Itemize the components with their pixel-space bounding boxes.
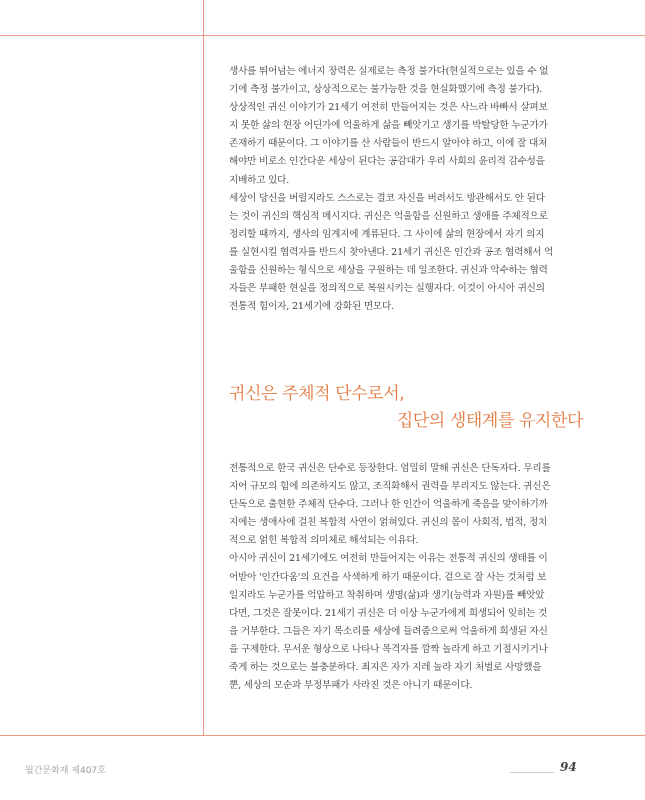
text-line: 존재하기 때문이다. 그 이야기를 산 사람들이 반드시 알아야 하고, 이에 잘 대처 bbox=[229, 138, 548, 150]
text-line: 해야만 비로소 인간다운 세상이 된다는 공감대가 우리 사회의 윤리적 감수성을 bbox=[229, 156, 545, 168]
text-line: 지에는 생애사에 걸친 복합적 사연이 얽혀있다. 귀신의 몸이 사회적, 법적, 정치 bbox=[229, 517, 548, 529]
heading-line-2: 집단의 생태계를 유지한다 bbox=[396, 411, 583, 431]
text-line: 지 못한 삶의 현장 어딘가에 억울하게 삶을 빼앗기고 생기를 박탈당한 누군가가 bbox=[229, 120, 548, 132]
text-line: 지배하고 있다. bbox=[229, 174, 290, 186]
text-line: 일지라도 누군가를 억압하고 착취하며 생명(삶)과 생기(능력과 자원)를 빼앗았 bbox=[229, 589, 545, 601]
text-line: 전통적 힘이자, 21세기에 강화된 면모다. bbox=[229, 301, 394, 313]
text-line: 기에 측정 불가이고, 상상적으로는 불가능한 것을 현실화했기에 측정 불가다). bbox=[229, 84, 543, 96]
heading-line-1: 귀신은 주체적 단수로서, bbox=[229, 384, 405, 404]
paragraph-group-bottom bbox=[229, 460, 583, 695]
text-line: 상상적인 귀신 이야기가 21세기 여전히 만들어지는 것은 사느라 바빠서 살펴보 bbox=[229, 102, 548, 114]
text-line: 세상이 당신을 버릴지라도 스스로는 결코 자신을 버려서도 방관해서도 안 된다 bbox=[229, 192, 545, 204]
text-line: 는 것이 귀신의 핵심적 메시지다. 귀신은 억울함을 신원하고 생애를 주체적으로 bbox=[229, 210, 548, 222]
text-line: 적으로 얽힌 복합적 의미체로 해석되는 이유다. bbox=[229, 535, 419, 547]
body-text-bottom bbox=[229, 460, 583, 695]
margin-guide-line bbox=[203, 0, 204, 735]
text-line: 전통적으로 한국 귀신은 단수로 등장한다. 엄밀히 말해 귀신은 단독자다. 무리를 bbox=[229, 463, 551, 474]
text-line: 를 실현시킬 협력자를 반드시 찾아낸다. 21세기 귀신은 인간과 공조 협력해서 억 bbox=[229, 246, 554, 258]
page-number: 94 bbox=[560, 760, 577, 774]
text-line: 을 구제한다. 무서운 형상으로 나타나 목격자를 깜짝 놀라게 하고 기절시키거나 bbox=[229, 643, 548, 655]
paragraph-group-top bbox=[229, 63, 583, 316]
text-line: 뿐, 세상의 모순과 부정부패가 사라진 것은 아니기 때문이다. bbox=[229, 680, 473, 692]
text-line: 울함을 신원하는 형식으로 세상을 구원하는 데 일조한다. 귀신과 악수하는 협력 bbox=[229, 265, 548, 277]
footer-rule bbox=[510, 772, 554, 773]
text-line: 지어 규모의 힘에 의존하지도 않고, 조직화해서 권력을 부리지도 않는다. 귀신은 bbox=[229, 481, 551, 493]
text-line: 단독으로 출현한 주체적 단수다. 그러나 한 인간이 억울하게 죽음을 맞이하기까 bbox=[229, 499, 548, 511]
body-text-top bbox=[229, 63, 583, 316]
text-line: 정리할 때까지, 생사의 임계지에 계류된다. 그 사이에 삶의 현장에서 자기 의지 bbox=[229, 228, 545, 240]
text-line: 생사를 뛰어넘는 에너지 장력은 실제로는 측정 불가다(현실적으로는 있을 수 없 bbox=[229, 66, 549, 77]
bottom-guide-line bbox=[0, 735, 645, 736]
text-line: 어받아 '인간다움'의 요건을 사색하게 하기 때문이다. 겉으로 잘 사는 것처럼 보 bbox=[229, 571, 547, 583]
publication-label: 월간문화재 제407호 bbox=[25, 766, 106, 776]
text-line: 자들은 부패한 현실을 정의적으로 복원시키는 실행자다. 이것이 아시아 귀신의 bbox=[229, 283, 545, 295]
text-line: 죽게 하는 것으로는 불충분하다. 죄지은 자가 지레 놀라 자기 처벌로 사망했을 bbox=[229, 662, 542, 674]
section-heading bbox=[229, 381, 583, 435]
top-guide-line bbox=[0, 35, 645, 36]
text-line: 을 거부한다. 그들은 자기 목소리를 세상에 들려줌으로써 억울하게 희생된 자신 bbox=[229, 625, 548, 637]
text-line: 다면, 그것은 잘못이다. 21세기 귀신은 더 이상 누군가에게 희생되어 잊히는 것 bbox=[229, 607, 548, 619]
text-line: 아시아 귀신이 21세기에도 여전히 만들어지는 이유는 전통적 귀신의 생태를 이 bbox=[229, 553, 548, 565]
